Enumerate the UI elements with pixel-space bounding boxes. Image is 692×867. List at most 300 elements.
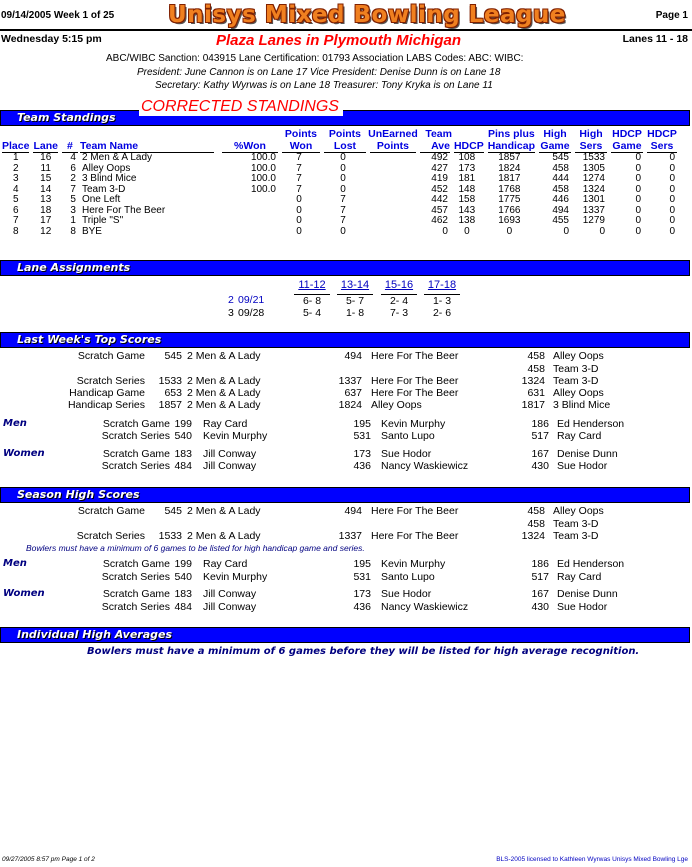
- score-category: Scratch Game: [102, 558, 170, 570]
- table-cell: 1: [70, 215, 76, 226]
- bowler-name: Alley Oops: [553, 505, 604, 517]
- score-value: 1824: [338, 399, 362, 411]
- column-header-bottom: Won: [282, 140, 320, 153]
- bowler-name: Santo Lupo: [381, 571, 435, 583]
- table-cell: 1857: [498, 152, 521, 163]
- table-cell: 446: [552, 194, 569, 205]
- table-cell: 7: [296, 162, 302, 174]
- table-cell: Alley Oops: [81, 162, 131, 174]
- table-cell: Team 3-D: [81, 183, 126, 195]
- column-header-bottom: %Won: [222, 140, 278, 153]
- table-cell: 0: [296, 194, 302, 205]
- score-value: 1533: [158, 530, 182, 542]
- table-cell: 8: [70, 225, 76, 237]
- score-value: 531: [353, 571, 371, 583]
- table-cell: 0: [340, 183, 346, 195]
- bowler-name: Alley Oops: [553, 350, 604, 362]
- column-header-bottom: Sers: [575, 140, 607, 153]
- table-cell: 0: [296, 215, 302, 226]
- table-cell: 3 Blind Mice: [81, 173, 137, 184]
- day-time: Wednesday 5:15 pm: [1, 33, 102, 45]
- table-cell: 444: [552, 173, 569, 184]
- column-header-bottom: Team Name: [80, 140, 214, 153]
- score-category: Handicap Series: [67, 399, 145, 411]
- table-cell: 2 Men & A Lady: [81, 152, 153, 163]
- table-cell: 0: [635, 215, 641, 226]
- table-cell: 0: [669, 225, 675, 237]
- score-category: Scratch Game: [77, 505, 145, 517]
- bowler-name: Ed Henderson: [557, 558, 625, 570]
- score-category: Scratch Game: [102, 418, 170, 430]
- table-cell: [220, 206, 280, 217]
- score-value: 458: [527, 350, 545, 362]
- column-header-top: HDCP: [612, 128, 642, 140]
- score-value: 430: [531, 460, 549, 472]
- column-header-top: [0, 128, 31, 140]
- table-cell: 0: [635, 183, 641, 195]
- score-category: Handicap Game: [69, 387, 145, 399]
- table-cell: One Left: [81, 194, 121, 205]
- table-cell: 1768: [498, 183, 521, 195]
- table-cell: 1817: [498, 173, 521, 184]
- table-cell: 427: [431, 162, 448, 174]
- table-cell: BYE: [81, 225, 102, 237]
- table-cell: 457: [431, 204, 448, 216]
- score-value: 484: [174, 601, 192, 613]
- table-cell: 1824: [498, 162, 521, 174]
- table-cell: 0: [296, 225, 302, 237]
- column-header: [609, 128, 645, 153]
- officers-line-2: Secretary: Kathy Wyrwas is on Lane 18 Treasurer: Tony Kryka is on Lane 11: [155, 80, 493, 91]
- table-cell: 7: [296, 173, 302, 184]
- score-value: 173: [353, 588, 371, 600]
- bowler-name: Jill Conway: [203, 448, 257, 460]
- score-value: 199: [174, 418, 192, 430]
- bowler-name: Kevin Murphy: [381, 558, 446, 570]
- score-value: 167: [531, 588, 549, 600]
- column-header: [418, 128, 452, 153]
- table-cell: 18: [40, 204, 52, 216]
- score-value: 458: [527, 363, 545, 375]
- score-category: Scratch Series: [101, 430, 170, 442]
- table-cell: 0: [635, 204, 641, 216]
- table-cell: 3: [70, 204, 76, 216]
- score-value: 531: [353, 430, 371, 442]
- table-cell: 6: [70, 162, 76, 174]
- table-cell: 13: [40, 194, 52, 205]
- bowler-name: Nancy Waskiewicz: [381, 601, 469, 613]
- bowler-name: 2 Men & A Lady: [187, 375, 261, 387]
- column-header: [80, 128, 220, 153]
- table-cell: 0: [669, 183, 675, 195]
- table-cell: 7: [296, 183, 302, 195]
- score-category: Scratch Game: [102, 588, 170, 600]
- table-cell: 16: [40, 152, 52, 163]
- table-cell: 545: [552, 152, 569, 163]
- table-row: [0, 174, 679, 185]
- lanes-range: Lanes 11 - 18: [622, 33, 688, 45]
- table-cell: 1337: [582, 204, 605, 216]
- column-header: [486, 128, 537, 153]
- score-value: 167: [531, 448, 549, 460]
- score-value: 631: [527, 387, 545, 399]
- bowler-name: Ed Henderson: [557, 418, 625, 430]
- score-value: 517: [531, 571, 549, 583]
- table-cell: [368, 185, 418, 196]
- league-title: Unisys Mixed Bowling League: [168, 2, 566, 28]
- team-standings-title: Team Standings: [17, 111, 116, 124]
- last-week-bar: [0, 332, 690, 348]
- column-header-top: High: [543, 128, 567, 140]
- bowler-name: Ray Card: [557, 430, 602, 442]
- column-header: [645, 128, 679, 153]
- lane-pair-header: 11-12: [298, 279, 326, 291]
- score-value: 494: [344, 505, 362, 517]
- table-cell: 158: [458, 194, 476, 205]
- score-value: 186: [531, 418, 549, 430]
- group-label: Men: [3, 418, 27, 429]
- score-value: 540: [174, 571, 192, 583]
- table-cell: 2: [12, 162, 19, 174]
- table-cell: 0: [635, 194, 641, 205]
- header-rule: [0, 29, 692, 31]
- lane-matchup: 6- 8: [294, 294, 330, 307]
- table-cell: [368, 153, 418, 164]
- table-cell: [220, 195, 280, 206]
- score-value: 1533: [158, 375, 182, 387]
- table-cell: 100.0: [250, 173, 276, 184]
- table-cell: 0: [340, 152, 346, 163]
- individual-high-note: Bowlers must have a minimum of 6 games before they will be listed for high average recognition.: [87, 646, 640, 657]
- score-value: 1324: [521, 375, 545, 387]
- bowler-name: Here For The Beer: [371, 505, 459, 517]
- sanction-line: ABC/WIBC Sanction: 043915 Lane Certification: 01793 Association LABS Codes: ABC: WIBC:: [106, 53, 524, 64]
- column-header-top: [31, 128, 60, 140]
- season-high-bar: [0, 487, 690, 503]
- table-cell: [368, 195, 418, 206]
- score-category: Scratch Series: [76, 530, 145, 542]
- bowler-name: Ray Card: [557, 571, 602, 583]
- table-cell: 455: [552, 215, 569, 226]
- bowler-name: 2 Men & A Lady: [187, 387, 261, 399]
- table-cell: 1: [12, 152, 19, 163]
- bowler-name: Kevin Murphy: [203, 571, 268, 583]
- table-cell: 8: [12, 225, 19, 237]
- bowler-name: Here For The Beer: [371, 350, 459, 362]
- table-cell: 1324: [582, 183, 605, 195]
- bowler-name: Jill Conway: [203, 588, 257, 600]
- table-cell: [368, 216, 418, 227]
- table-cell: 0: [669, 162, 675, 174]
- table-cell: 1301: [582, 194, 605, 205]
- score-value: 545: [164, 350, 182, 362]
- table-cell: 0: [635, 162, 641, 174]
- column-header-top: HDCP: [647, 128, 677, 140]
- lane-matchup: 2- 6: [432, 307, 452, 319]
- column-header-top: [220, 128, 280, 140]
- table-cell: 0: [599, 225, 605, 237]
- score-value: 195: [353, 418, 371, 430]
- column-header-bottom: Handicap: [487, 140, 535, 152]
- table-cell: 494: [552, 204, 569, 216]
- standings-header-row: [0, 128, 679, 153]
- table-cell: 100.0: [250, 162, 276, 174]
- bowler-name: Denise Dunn: [557, 448, 618, 460]
- bowler-name: Sue Hodor: [381, 588, 432, 600]
- bowler-name: Ray Card: [203, 558, 248, 570]
- column-header: [0, 128, 31, 153]
- bowler-name: Jill Conway: [203, 460, 257, 472]
- officers-line-1: President: June Cannon is on Lane 17 Vice President: Denise Dunn is on Lane 18: [137, 67, 501, 78]
- table-cell: 7: [340, 194, 346, 205]
- column-header: [31, 128, 60, 153]
- score-category: Scratch Series: [76, 375, 145, 387]
- bowler-name: Sue Hodor: [557, 460, 608, 472]
- column-header-bottom: Place: [2, 140, 30, 152]
- lane-assignments-bar: [0, 260, 690, 276]
- week-date: 09/28: [238, 307, 265, 319]
- group-label: Women: [3, 448, 45, 459]
- table-cell: 12: [40, 225, 52, 237]
- bowler-name: 2 Men & A Lady: [187, 530, 261, 542]
- table-cell: 0: [442, 225, 448, 237]
- footer-license: BLS-2005 licensed to Kathleen Wyrwas Unisys Mixed Bowling Lge: [496, 856, 688, 863]
- week-number: 2: [228, 294, 234, 306]
- score-category: Scratch Series: [101, 571, 170, 583]
- score-value: 637: [344, 387, 362, 399]
- score-value: 458: [527, 518, 545, 530]
- score-value: 1337: [338, 530, 362, 542]
- column-header: [220, 128, 280, 153]
- table-cell: 1775: [498, 194, 521, 205]
- bowler-name: Here For The Beer: [371, 530, 459, 542]
- bowler-name: Here For The Beer: [371, 387, 459, 399]
- bowler-name: Nancy Waskiewicz: [381, 460, 469, 472]
- table-cell: 7: [340, 204, 346, 216]
- column-header: [452, 128, 486, 153]
- table-cell: 3: [12, 173, 19, 184]
- bowler-name: Sue Hodor: [381, 448, 432, 460]
- table-cell: 11: [40, 162, 51, 174]
- table-cell: 458: [552, 183, 569, 195]
- lane-matchup: 2- 4: [381, 294, 417, 307]
- table-cell: 1279: [582, 215, 605, 226]
- score-value: 436: [353, 601, 371, 613]
- bowler-name: Kevin Murphy: [381, 418, 446, 430]
- score-category: Scratch Series: [101, 601, 170, 613]
- score-category: Scratch Series: [101, 460, 170, 472]
- lane-assignments-title: Lane Assignments: [17, 261, 131, 274]
- table-cell: 452: [431, 183, 448, 195]
- column-header-bottom: Lost: [324, 140, 366, 153]
- score-value: 517: [531, 430, 549, 442]
- team-standings-bar: [0, 110, 690, 126]
- date-week: 09/14/2005 Week 1 of 25: [1, 10, 115, 21]
- table-cell: [220, 216, 280, 227]
- column-header-top: Team: [425, 128, 452, 140]
- score-value: 494: [344, 350, 362, 362]
- table-cell: 0: [669, 194, 675, 205]
- table-cell: [368, 206, 418, 217]
- lane-matchup: 1- 3: [424, 294, 460, 307]
- score-category: Scratch Game: [102, 448, 170, 460]
- table-cell: [368, 227, 418, 238]
- score-value: 484: [174, 460, 192, 472]
- table-cell: 1305: [582, 162, 605, 174]
- score-value: 545: [164, 505, 182, 517]
- table-cell: 4: [12, 183, 19, 195]
- score-value: 1324: [521, 530, 545, 542]
- column-header: [368, 128, 418, 153]
- column-header: [537, 128, 573, 153]
- individual-high-bar: [0, 627, 690, 643]
- bowler-name: Here For The Beer: [371, 375, 459, 387]
- table-cell: 138: [458, 215, 476, 226]
- bowler-name: 2 Men & A Lady: [187, 350, 261, 362]
- table-cell: 7: [12, 215, 19, 226]
- table-cell: 0: [635, 225, 641, 237]
- table-cell: 15: [40, 173, 52, 184]
- bowler-name: Team 3-D: [553, 518, 599, 530]
- bowler-name: Sue Hodor: [557, 601, 608, 613]
- column-header-top: UnEarned: [368, 128, 418, 140]
- table-row: [0, 227, 679, 238]
- table-row: [0, 195, 679, 206]
- column-header-top: High: [579, 128, 603, 140]
- week-number: 3: [228, 307, 234, 319]
- bowler-name: 2 Men & A Lady: [187, 399, 261, 411]
- last-week-title: Last Week's Top Scores: [17, 333, 162, 346]
- bowler-name: Team 3-D: [553, 375, 599, 387]
- table-cell: 419: [431, 173, 448, 184]
- bowler-name: Alley Oops: [553, 387, 604, 399]
- group-label: Women: [3, 588, 45, 599]
- lane-pair-header: 17-18: [427, 279, 457, 291]
- table-cell: 0: [669, 173, 675, 184]
- table-cell: Here For The Beer: [81, 204, 166, 216]
- column-header-top: Points: [328, 128, 362, 140]
- score-value: 1857: [158, 399, 182, 411]
- table-cell: 0: [635, 173, 641, 184]
- table-cell: 0: [506, 225, 513, 237]
- column-header-bottom: Points: [370, 140, 416, 153]
- table-cell: 143: [458, 204, 476, 216]
- table-cell: 462: [431, 215, 448, 226]
- table-cell: Triple "S": [81, 215, 124, 226]
- table-cell: 148: [458, 183, 476, 195]
- table-cell: 4: [70, 152, 76, 163]
- score-value: 1337: [338, 375, 362, 387]
- table-cell: 442: [431, 194, 448, 205]
- season-high-title: Season High Scores: [17, 488, 140, 501]
- lane-pair-header: 13-14: [340, 279, 370, 291]
- score-value: 540: [174, 430, 192, 442]
- table-cell: 1533: [582, 152, 605, 163]
- column-header: [280, 128, 322, 153]
- table-cell: 5: [70, 194, 76, 205]
- score-value: 183: [174, 448, 192, 460]
- bowler-name: Jill Conway: [203, 601, 257, 613]
- footer-timestamp: 09/27/2005 8:57 pm Page 1 of 2: [2, 856, 95, 863]
- bowler-name: Santo Lupo: [381, 430, 435, 442]
- table-cell: 181: [458, 173, 476, 184]
- table-cell: 7: [296, 152, 302, 163]
- score-value: 186: [531, 558, 549, 570]
- column-header-top: Pins plus: [488, 128, 535, 140]
- table-cell: [368, 164, 418, 175]
- table-cell: 2: [70, 173, 76, 184]
- column-header-top: [60, 128, 80, 140]
- lane-matchup: 5- 7: [337, 294, 373, 307]
- column-header-bottom: Game: [540, 140, 570, 152]
- column-header-bottom: Sers: [647, 140, 677, 153]
- score-value: 653: [164, 387, 182, 399]
- table-cell: 0: [464, 225, 470, 237]
- column-header-top: [452, 128, 486, 140]
- column-header-bottom: #: [62, 140, 78, 153]
- table-cell: 17: [40, 215, 52, 226]
- table-cell: 1766: [498, 204, 521, 216]
- bowler-name: 3 Blind Mice: [553, 399, 611, 411]
- individual-high-title: Individual High Averages: [17, 628, 173, 641]
- lane-pair-header: 15-16: [384, 279, 414, 291]
- lane-matchup: 1- 8: [345, 307, 365, 319]
- column-header-bottom: HDCP: [453, 140, 484, 152]
- lane-matchup: 5- 4: [302, 307, 322, 319]
- table-cell: 0: [669, 215, 675, 226]
- week-date: 09/21: [238, 294, 265, 306]
- score-value: 430: [531, 601, 549, 613]
- score-value: 195: [353, 558, 371, 570]
- column-header-top: Points: [284, 128, 318, 140]
- table-cell: 7: [70, 183, 76, 195]
- table-cell: 108: [458, 152, 476, 163]
- table-cell: 0: [340, 225, 346, 237]
- score-value: 1817: [521, 399, 545, 411]
- table-cell: 1274: [582, 173, 605, 184]
- lane-matchup: 7- 3: [389, 307, 409, 319]
- group-label: Men: [3, 558, 27, 569]
- table-cell: 14: [40, 183, 52, 195]
- table-cell: 0: [563, 225, 569, 237]
- table-cell: 1693: [498, 215, 521, 226]
- table-row: [0, 216, 679, 227]
- location: Plaza Lanes in Plymouth Michigan: [216, 32, 462, 49]
- bowler-name: 2 Men & A Lady: [187, 505, 261, 517]
- table-cell: 7: [340, 215, 346, 226]
- column-header: [60, 128, 80, 153]
- score-value: 173: [353, 448, 371, 460]
- score-value: 458: [527, 505, 545, 517]
- bowler-name: Denise Dunn: [557, 588, 618, 600]
- table-cell: 458: [552, 162, 569, 174]
- table-cell: 0: [340, 173, 346, 184]
- column-header: [322, 128, 368, 153]
- table-cell: 0: [669, 152, 675, 163]
- column-header-bottom: Ave: [420, 140, 450, 153]
- column-header-bottom: Lane: [33, 140, 58, 152]
- table-cell: 100.0: [250, 152, 276, 163]
- bowler-name: Team 3-D: [553, 363, 599, 375]
- table-cell: 0: [635, 152, 641, 163]
- table-cell: 0: [296, 204, 302, 216]
- table-cell: 6: [12, 204, 19, 216]
- page-number: Page 1: [655, 10, 688, 21]
- column-header: [573, 128, 609, 153]
- table-cell: 5: [12, 194, 19, 205]
- bowler-name: Kevin Murphy: [203, 430, 268, 442]
- column-header-bottom: Game: [612, 140, 642, 152]
